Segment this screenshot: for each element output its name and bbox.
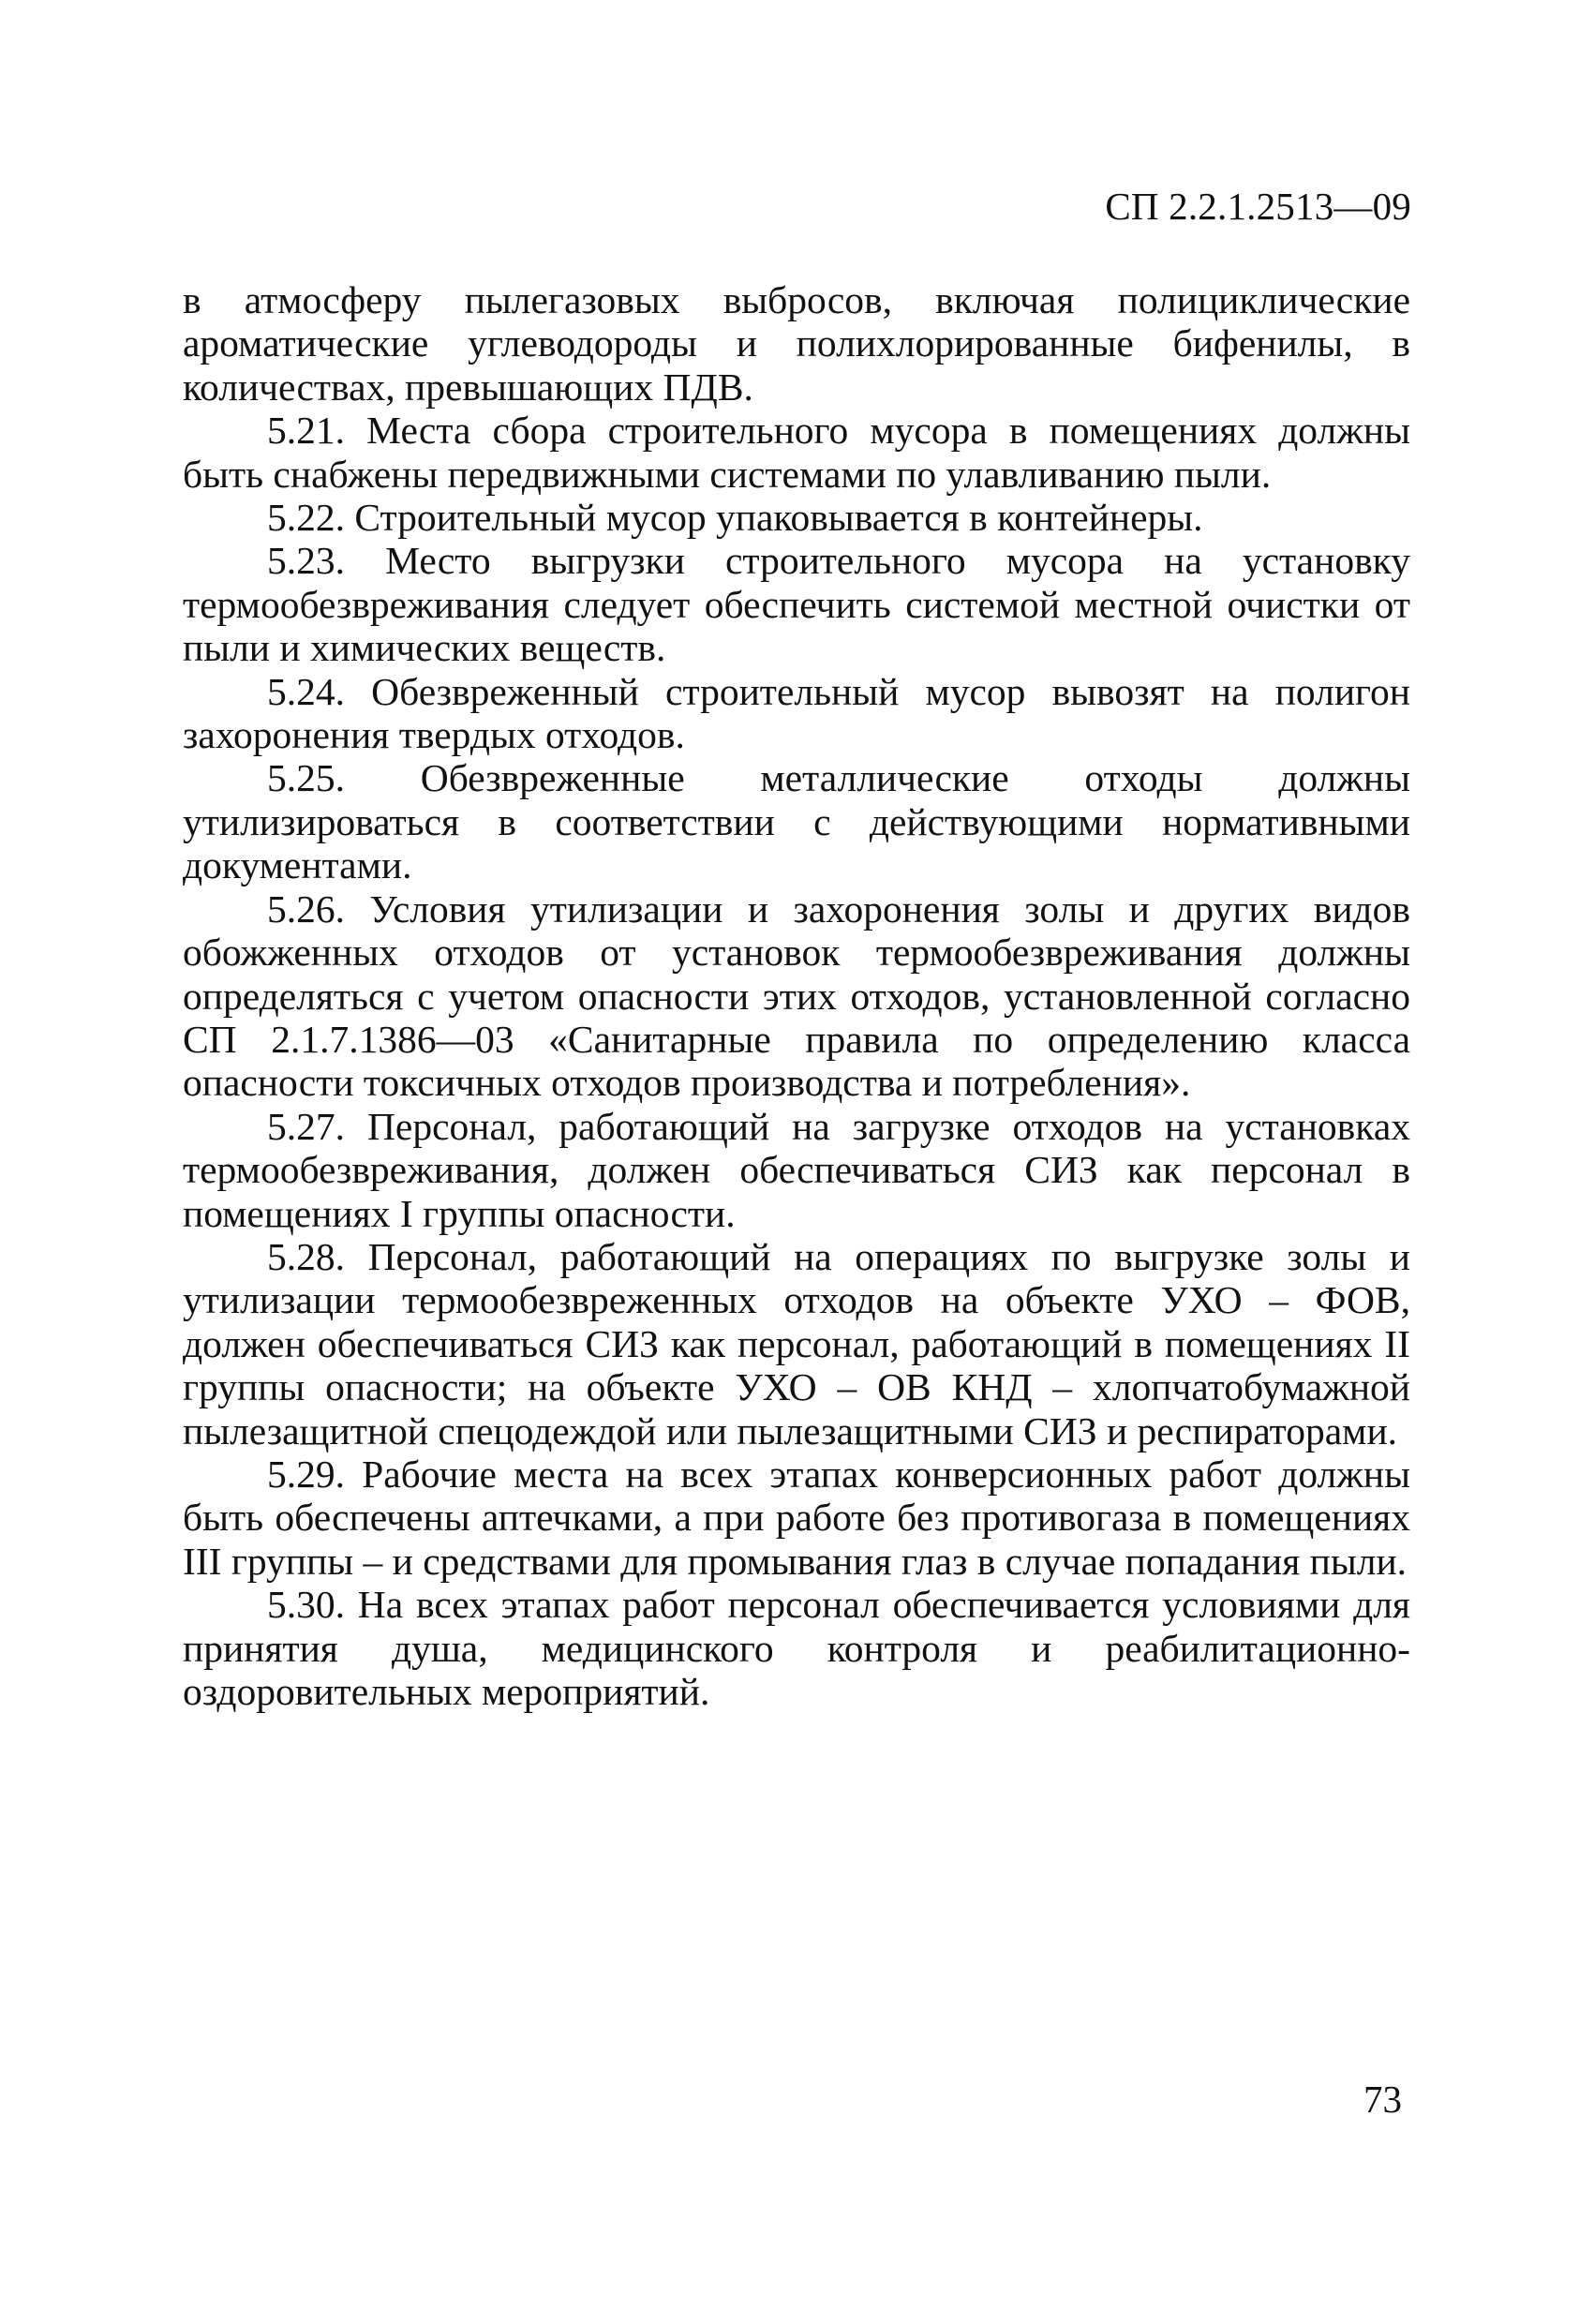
- page-number: 73: [1363, 2078, 1402, 2121]
- paragraph-5-26: 5.26. Условия утилизации и захоронения золы и других видов обожженных отходов от установок термообезвреживания должны определяться с учетом опасности этих отходов, установленной согласно СП 2.1.7.1386—03 «Санитарные правила по определению класса опасности токсичных отходов производства и потребления».: [183, 886, 1410, 1105]
- paragraph-5-21: 5.21. Места сбора строительного мусора в помещениях должны быть снабжены передвижными системами по улавливанию пыли.: [183, 409, 1410, 496]
- paragraph-5-29: 5.29. Рабочие места на всех этапах конверсионных работ должны быть обеспечены аптечками, а при работе без противогаза в помещениях III группы – и средствами для промывания глаз в случае попадания пыли.: [183, 1452, 1410, 1583]
- body-text: [183, 278, 1410, 1713]
- paragraph-5-28: 5.28. Персонал, работающий на операциях по выгрузке золы и утилизации термообезвреженных отходов на объекте УХО – ФОВ, должен обеспечиваться СИЗ как персонал, работающий в помещениях II группы опасности; на объекте УХО – ОВ КНД – хлопчатобумажной пылезащитной спецодеждой или пылезащитными СИЗ и респираторами.: [183, 1234, 1410, 1452]
- paragraph-continuation: в атмосферу пылегазовых выбросов, включая полициклические ароматические углеводороды и полихлорированные бифенилы, в количествах, превышающих ПДВ.: [183, 278, 1410, 409]
- paragraph-5-25: 5.25. Обезвреженные металлические отходы должны утилизироваться в соответствии с действующими нормативными документами.: [183, 756, 1410, 887]
- paragraph-5-22: 5.22. Строительный мусор упаковывается в контейнеры.: [267, 496, 1203, 540]
- paragraph-5-30: 5.30. На всех этапах работ персонал обеспечивается условиями для принятия душа, медицинского контроля и реабилитационно-оздоровительных мероприятий.: [183, 1583, 1410, 1713]
- paragraph-5-23: 5.23. Место выгрузки строительного мусора на установку термообезвреживания следует обеспечить системой местной очистки от пыли и химических веществ.: [183, 539, 1410, 670]
- document-code-header: СП 2.2.1.2513—09: [1105, 185, 1411, 228]
- paragraph-5-24: 5.24. Обезвреженный строительный мусор вывозят на полигон захоронения твердых отходов.: [183, 669, 1410, 757]
- paragraph-5-27: 5.27. Персонал, работающий на загрузке отходов на установках термообезвреживания, должен обеспечиваться СИЗ как персонал в помещениях I группы опасности.: [183, 1104, 1410, 1235]
